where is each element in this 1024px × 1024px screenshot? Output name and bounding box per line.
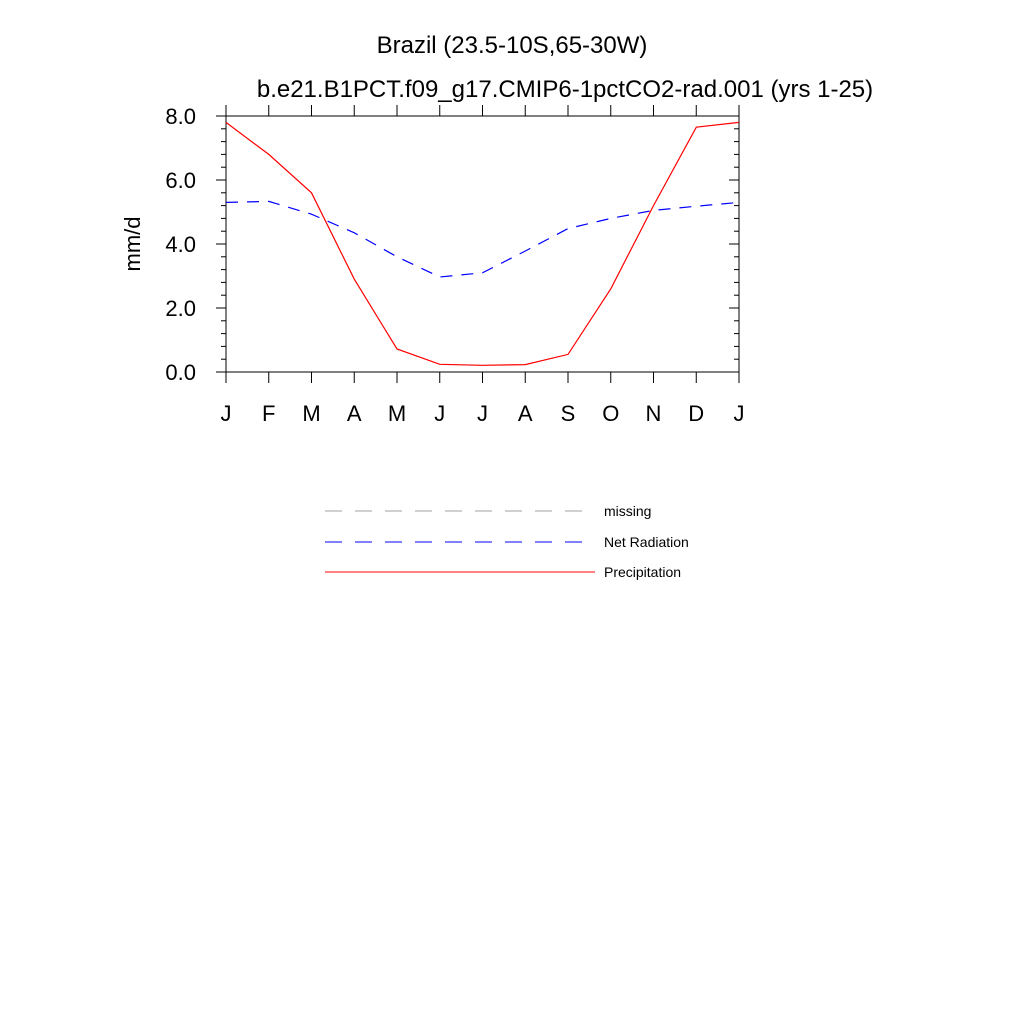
y-tick-label: 8.0 <box>165 104 196 129</box>
x-tick-label: F <box>262 401 276 426</box>
x-tick-label: N <box>645 401 662 426</box>
x-tick-label: A <box>346 401 362 426</box>
x-tick-label: S <box>560 401 576 426</box>
plot-frame <box>226 116 739 372</box>
chart-subtitle: b.e21.B1PCT.f09_g17.CMIP6-1pctCO2-rad.001 (yrs 1-25) <box>256 76 874 103</box>
plot-area <box>165 104 744 426</box>
x-tick-label: J <box>733 401 745 426</box>
x-tick-label: D <box>688 401 705 426</box>
x-tick-label: M <box>302 401 321 426</box>
x-tick-label: A <box>517 401 533 426</box>
y-axis-label: mm/d <box>120 216 145 272</box>
y-tick-label: 4.0 <box>165 232 196 257</box>
x-tick-label: M <box>387 401 407 426</box>
y-tick-label: 6.0 <box>165 168 196 193</box>
y-tick-label: 2.0 <box>165 296 196 321</box>
legend-label-net-radiation: Net Radiation <box>604 534 689 550</box>
x-tick-label: J <box>477 401 488 426</box>
x-tick-label: O <box>602 401 620 426</box>
series-line-net-radiation <box>226 201 739 277</box>
legend-label-precipitation: Precipitation <box>604 564 682 580</box>
y-tick-label: 0.0 <box>165 360 196 385</box>
legend <box>325 503 689 580</box>
series-line-precipitation <box>226 122 739 365</box>
chart-title: Brazil (23.5-10S,65-30W) <box>376 32 648 59</box>
legend-label-missing: missing <box>604 503 652 519</box>
x-tick-label: J <box>220 401 232 426</box>
x-tick-label: J <box>434 401 446 426</box>
